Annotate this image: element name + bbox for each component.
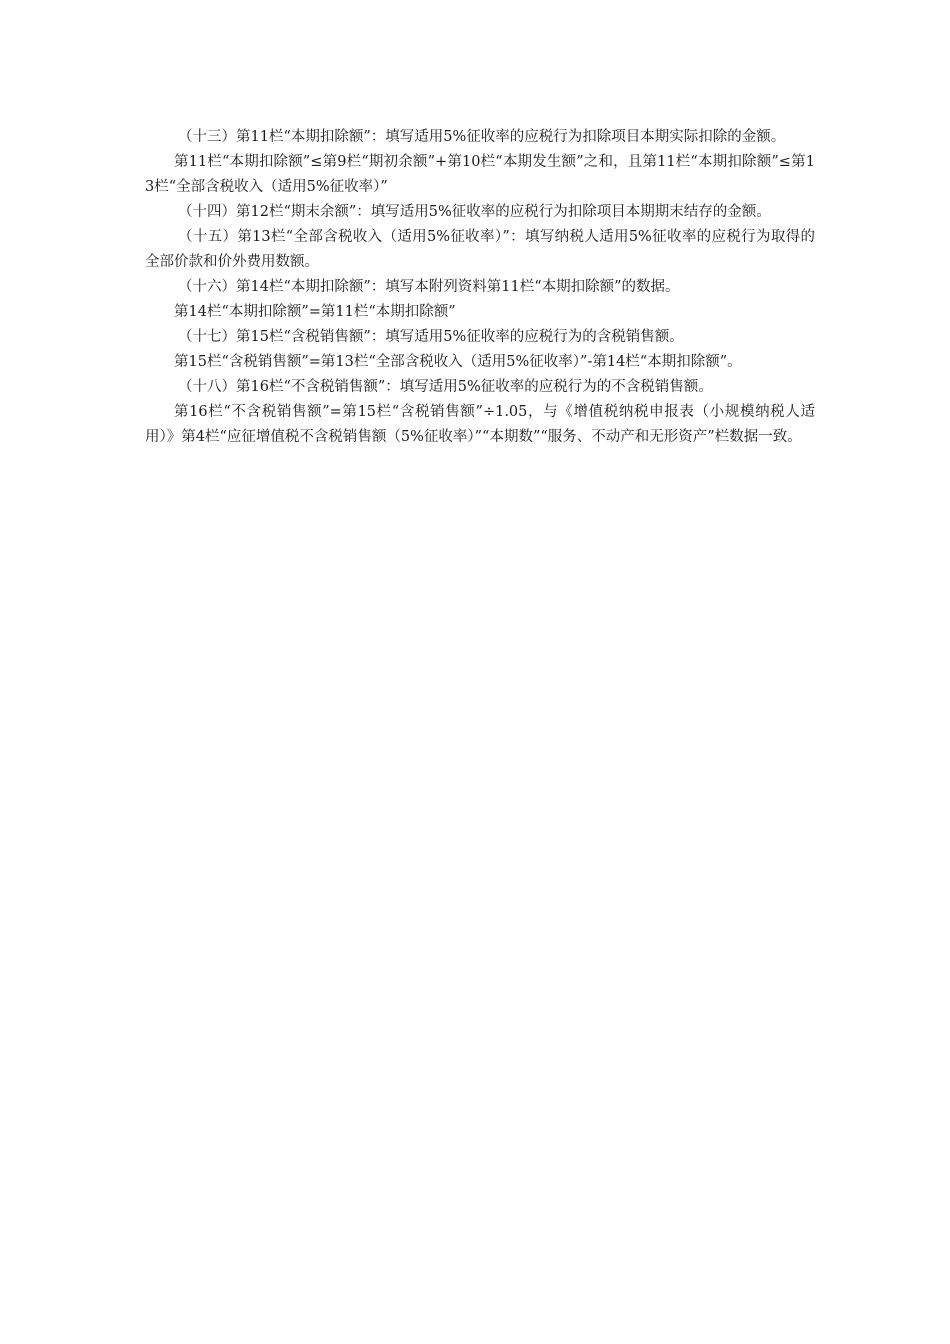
paragraph-14: （十四）第12栏“期末余额”：填写适用5%征收率的应税行为扣除项目本期期末结存的金额。	[178, 204, 771, 220]
document-page	[145, 125, 815, 450]
paragraph-15: （十五）第13栏“全部含税收入（适用5%征收率）”：填写纳税人适用5%征收率的应税行为取得的全部价款和价外费用数额。	[145, 229, 815, 270]
paragraph-17-formula: 第15栏“含税销售额”=第13栏“全部含税收入（适用5%征收率）”-第14栏“本期扣除额”。	[174, 354, 742, 370]
paragraph-17: （十七）第15栏“含税销售额”：填写适用5%征收率的应税行为的含税销售额。	[178, 329, 684, 345]
paragraph-18: （十八）第16栏“不含税销售额”：填写适用5%征收率的应税行为的不含税销售额。	[178, 379, 713, 395]
paragraph-18-formula: 第16栏“不含税销售额”=第15栏“含税销售额”÷1.05，与《增值税纳税申报表（小规模纳税人适用）》第4栏“应征增值税不含税销售额（5%征收率）”“本期数”“服务、不动产和无形资产”栏数据一致。	[145, 404, 815, 445]
paragraph-13-formula: 第11栏“本期扣除额”≤第9栏“期初余额”+第10栏“本期发生额”之和，且第11栏“本期扣除额”≤第13栏“全部含税收入（适用5%征收率）”	[145, 154, 815, 195]
paragraph-16: （十六）第14栏“本期扣除额”：填写本附列资料第11栏“本期扣除额”的数据。	[178, 279, 680, 295]
paragraph-13: （十三）第11栏“本期扣除额”：填写适用5%征收率的应税行为扣除项目本期实际扣除的金额。	[178, 129, 786, 145]
paragraph-16-formula: 第14栏“本期扣除额”=第11栏“本期扣除额”	[174, 304, 456, 320]
